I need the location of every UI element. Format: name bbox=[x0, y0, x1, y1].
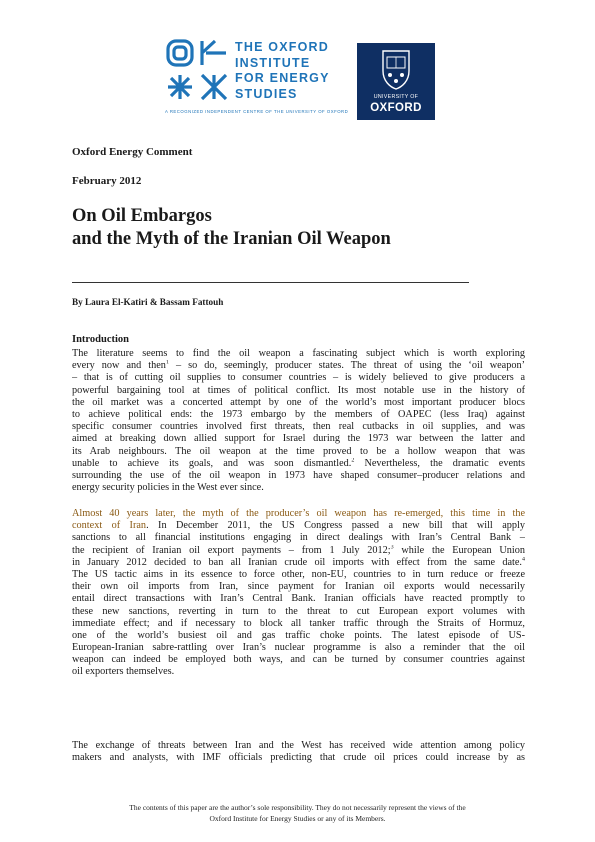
text-line: every now and then$^1$ – so do, seemingly, producer states. The threat of using the ‘oil weapon’ bbox=[72, 360, 525, 372]
text-line: The US tactic aims in its essence to force other, non-EU, countries to in turn reduce or freeze bbox=[72, 568, 525, 580]
text-line: specific consumer countries involved first threats, then real cutbacks in oil supplies, and was bbox=[72, 421, 525, 433]
oxford-crest-icon bbox=[381, 49, 411, 91]
document-authors: By Laura El-Katiri & Bassam Fattouh bbox=[72, 297, 224, 307]
text-line: the oil market was a concerted attempt by one of the world’s most important producer blocs bbox=[72, 396, 525, 408]
paragraph-1 bbox=[72, 348, 525, 494]
text-line: The exchange of threats between Iran and the West has received wide attention among policy bbox=[72, 740, 525, 751]
oxford-wordmark: OXFORD bbox=[370, 102, 422, 114]
text-line: in January 2012 decided to ban all Iranian crude oil imports with effect from the same date.$^4$ bbox=[72, 556, 525, 568]
title-line-2: and the Myth of the Iranian Oil Weapon bbox=[72, 229, 391, 249]
institute-name bbox=[235, 40, 330, 102]
oxford-university-of: UNIVERSITY OF bbox=[373, 94, 419, 100]
section-heading-introduction: Introduction bbox=[72, 334, 129, 345]
oies-logo bbox=[165, 38, 355, 118]
text-line: these new sanctions, reverting in turn to the threat to cut European export volumes with bbox=[72, 605, 525, 617]
text-line: entail direct transactions with Iran’s Central Bank. Iranian officials have reacted promptly to bbox=[72, 593, 525, 605]
text-line: context of Iran. In December 2011, the US Congress passed a new bill that will apply bbox=[72, 520, 525, 532]
text-line: immediate effect; and if necessary to block all tanker traffic through the Straits of Hormuz, bbox=[72, 617, 525, 629]
text-line: makers and analysts, with IMF officials predicting that crude oil prices could increase by as bbox=[72, 752, 525, 764]
text-line: surrounding the use of the oil weapon in 1973 have shaped consumer–producer relations and bbox=[72, 469, 525, 481]
page-footer-disclaimer bbox=[60, 803, 535, 824]
text-line: powerful bargaining tool at times of political conflict. Its most notable use in the history of bbox=[72, 384, 525, 396]
highlighted-text: context of Iran bbox=[72, 520, 147, 532]
footer-line: The contents of this paper are the author’s sole responsibility. They do not necessarily represent the views of the bbox=[129, 803, 466, 812]
institute-line: FOR ENERGY bbox=[235, 71, 330, 85]
text-line bbox=[72, 508, 525, 520]
text-line: their own oil imports from Iran, since payment for Iranian oil exports would necessarily bbox=[72, 581, 525, 593]
text-line: The literature seems to find the oil weapon a fascinating subject which is worth exploring bbox=[72, 348, 525, 359]
university-of-oxford-logo bbox=[357, 43, 435, 120]
footnote-ref[interactable]: 2 bbox=[351, 457, 355, 464]
text-line: one of the world’s busiest oil and gas traffic choke points. The latest episode of US- bbox=[72, 629, 525, 641]
institute-line: THE OXFORD bbox=[235, 40, 329, 54]
text-line: to achieve political ends: the 1973 embargo by the members of OAPEC (less Iraq) against bbox=[72, 408, 525, 420]
paragraph-3 bbox=[72, 740, 525, 764]
text-line: the recipient of Iranian oil export payments – from 1 July 2012;$^3$ while the European Union bbox=[72, 544, 525, 556]
footnote-ref[interactable]: 1 bbox=[165, 360, 169, 366]
text-line: aimed at breaking down allied support for Israel during the 1973 war between the latter and bbox=[72, 433, 525, 445]
footer-line: Oxford Institute for Energy Studies or any of its Members. bbox=[209, 813, 386, 823]
text-line: weapon can indeed be employed both ways, and can be turned by consumer countries against bbox=[72, 654, 525, 666]
institute-line: STUDIES bbox=[235, 86, 298, 101]
text-line: energy security policies in the West ever since. bbox=[72, 482, 264, 494]
title-line-1: On Oil Embargos bbox=[72, 206, 212, 226]
text-line: – that is of cutting oil supplies to consumer countries – is widely believed to give producers a bbox=[72, 372, 525, 384]
text-line: sanctions to all financial institutions engaging in direct dealings with Iran’s Central Bank – bbox=[72, 532, 525, 544]
document-series: Oxford Energy Comment bbox=[72, 146, 193, 158]
highlighted-text: Almost 40 years later, the myth of the producer’s oil weapon has re-emerged, this time in the bbox=[72, 508, 525, 519]
institute-line: INSTITUTE bbox=[235, 55, 311, 70]
footnote-ref[interactable]: 4 bbox=[522, 556, 525, 563]
paragraph-2 bbox=[72, 508, 525, 679]
text-line: its Arab neighbours. The oil weapon at the time proved to be a hollow weapon that was bbox=[72, 445, 525, 457]
institute-tagline: A RECOGNIZED INDEPENDENT CENTRE OF THE UNIVERSITY OF OXFORD bbox=[165, 109, 349, 114]
text-line: unable to achieve its goals, and was soon dismantled.$^2$ Nevertheless, the dramatic events bbox=[72, 457, 525, 469]
text-line: oil exporters themselves. bbox=[72, 666, 175, 678]
document-date: February 2012 bbox=[72, 175, 142, 187]
oies-emblem-icon bbox=[165, 38, 229, 102]
text-line: European-Iranian sabre-rattling over Iran’s nuclear programme is also a reminder that the oil bbox=[72, 642, 525, 654]
footnote-ref[interactable]: 3 bbox=[390, 544, 394, 551]
page-title bbox=[72, 205, 391, 251]
title-divider bbox=[72, 282, 469, 283]
